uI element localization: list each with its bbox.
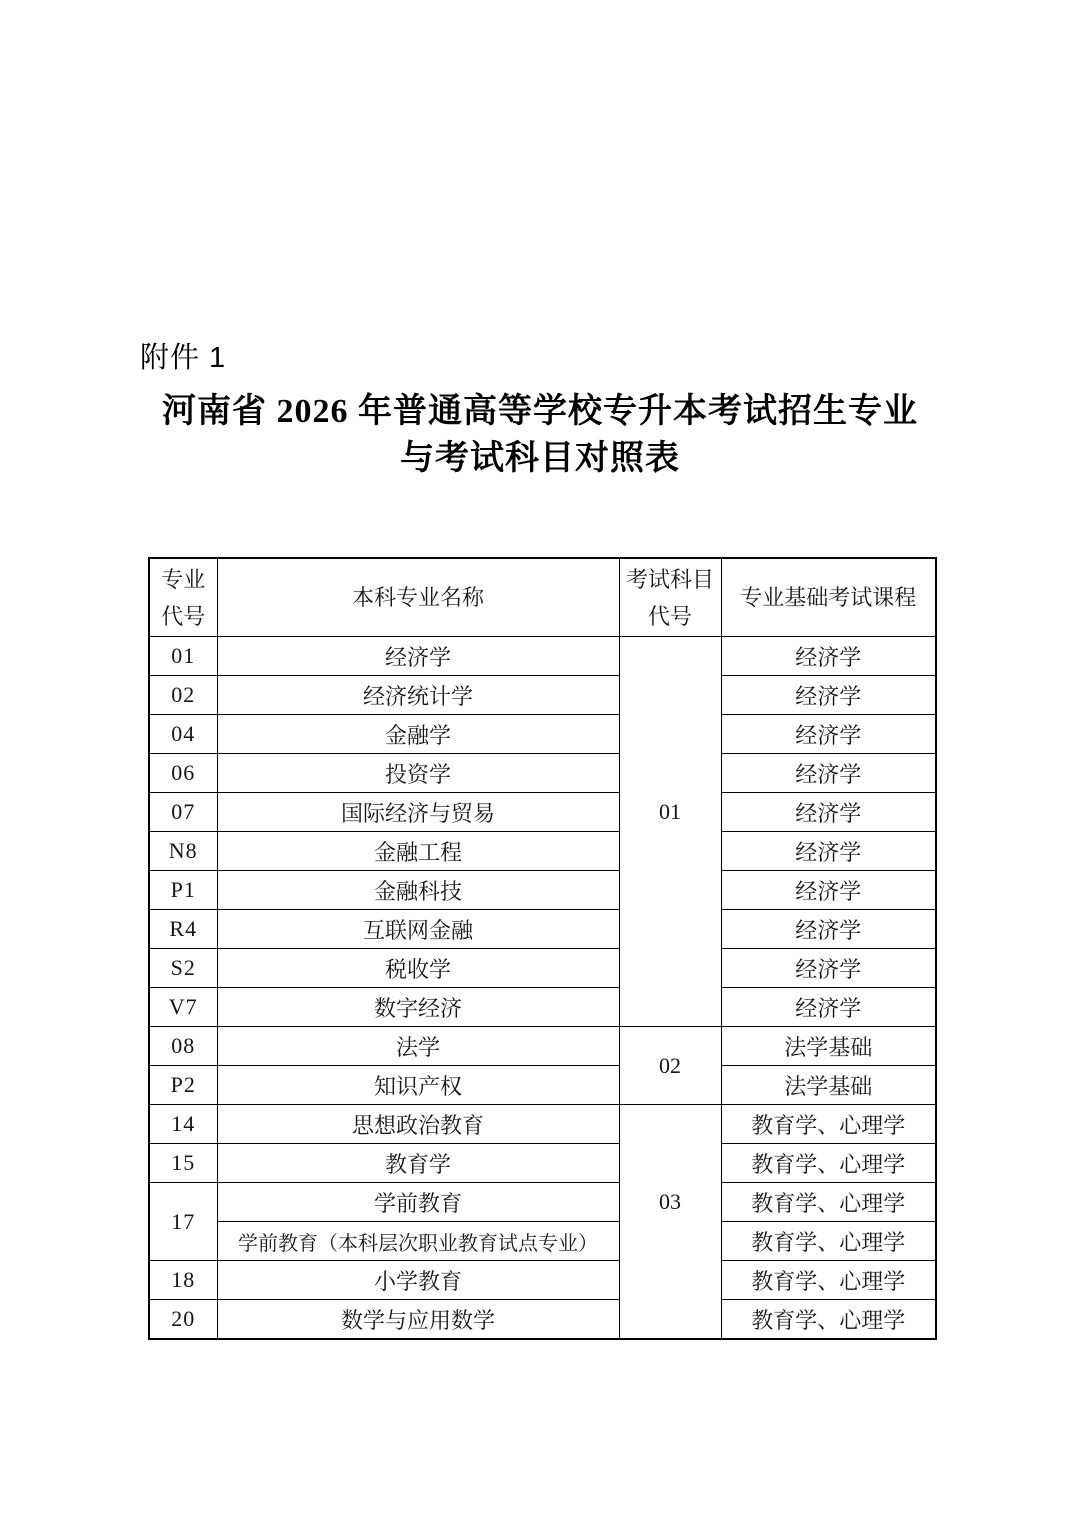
exam-subject-code-cell: 02: [619, 1027, 721, 1105]
major-code-cell: 15: [149, 1144, 217, 1183]
major-name-cell: 知识产权: [217, 1066, 619, 1105]
major-name-cell: 学前教育: [217, 1183, 619, 1222]
major-name-cell: 互联网金融: [217, 910, 619, 949]
major-name-cell: 金融科技: [217, 871, 619, 910]
major-name-cell: 思想政治教育: [217, 1105, 619, 1144]
basic-exam-course-cell: 教育学、心理学: [721, 1261, 936, 1300]
table-row: [149, 949, 936, 988]
document-title-line-1: 河南省 2026 年普通高等学校专升本考试招生专业: [162, 393, 918, 430]
major-code-cell: P2: [149, 1066, 217, 1105]
basic-exam-course-cell: 经济学: [721, 715, 936, 754]
major-name-cell: 经济统计学: [217, 676, 619, 715]
table-row: [149, 910, 936, 949]
exam-subject-code-cell: 01: [619, 637, 721, 1027]
majors-exam-subjects-table: [148, 557, 937, 1340]
basic-exam-course-cell: 经济学: [721, 910, 936, 949]
major-code-cell: 17: [149, 1183, 217, 1261]
major-name-cell: 数字经济: [217, 988, 619, 1027]
major-name-cell: 金融学: [217, 715, 619, 754]
table-row: [149, 1027, 936, 1066]
basic-exam-course-cell: 经济学: [721, 754, 936, 793]
major-name-cell: 金融工程: [217, 832, 619, 871]
major-name-cell: 国际经济与贸易: [217, 793, 619, 832]
document-title-line-2: 与考试科目对照表: [400, 440, 680, 477]
header-major-code-line-2: 代号: [161, 603, 206, 629]
major-code-cell: P1: [149, 871, 217, 910]
major-code-cell: 07: [149, 793, 217, 832]
table-row: [149, 715, 936, 754]
table-row: [149, 1300, 936, 1340]
document-title: [0, 388, 1080, 482]
header-exam-code: [619, 558, 721, 637]
table-row: [149, 832, 936, 871]
major-code-cell: 04: [149, 715, 217, 754]
table-header-row: [149, 558, 936, 637]
basic-exam-course-cell: 教育学、心理学: [721, 1105, 936, 1144]
exam-subject-code-cell: 03: [619, 1105, 721, 1340]
major-code-cell: 06: [149, 754, 217, 793]
basic-exam-course-cell: 经济学: [721, 949, 936, 988]
major-code-cell: S2: [149, 949, 217, 988]
major-name-cell: 投资学: [217, 754, 619, 793]
basic-exam-course-cell: 经济学: [721, 637, 936, 676]
header-course: 专业基础考试课程: [721, 558, 936, 637]
major-name-cell: 数学与应用数学: [217, 1300, 619, 1340]
table-row: [149, 754, 936, 793]
basic-exam-course-cell: 法学基础: [721, 1066, 936, 1105]
major-name-cell: 税收学: [217, 949, 619, 988]
header-exam-code-line-2: 代号: [647, 603, 692, 629]
table-row: [149, 1222, 936, 1261]
major-code-cell: V7: [149, 988, 217, 1027]
major-name-cell: 法学: [217, 1027, 619, 1066]
basic-exam-course-cell: 经济学: [721, 676, 936, 715]
table-row: [149, 871, 936, 910]
major-code-cell: 01: [149, 637, 217, 676]
table-row: [149, 1261, 936, 1300]
major-code-cell: 14: [149, 1105, 217, 1144]
major-name-cell: 教育学: [217, 1144, 619, 1183]
table-row: [149, 1066, 936, 1105]
basic-exam-course-cell: 经济学: [721, 793, 936, 832]
basic-exam-course-cell: 经济学: [721, 988, 936, 1027]
table-row: [149, 1183, 936, 1222]
major-code-cell: R4: [149, 910, 217, 949]
table-row: [149, 637, 936, 676]
table-row: [149, 1105, 936, 1144]
basic-exam-course-cell: 教育学、心理学: [721, 1144, 936, 1183]
header-major-name: 本科专业名称: [217, 558, 619, 637]
major-code-cell: 20: [149, 1300, 217, 1340]
table-row: [149, 988, 936, 1027]
basic-exam-course-cell: 法学基础: [721, 1027, 936, 1066]
table-row: [149, 793, 936, 832]
major-name-cell: 经济学: [217, 637, 619, 676]
basic-exam-course-cell: 教育学、心理学: [721, 1222, 936, 1261]
header-exam-code-line-1: 考试科目: [625, 566, 714, 592]
basic-exam-course-cell: 经济学: [721, 832, 936, 871]
header-major-code: [149, 558, 217, 637]
header-major-code-line-1: 专业: [161, 566, 206, 592]
basic-exam-course-cell: 经济学: [721, 871, 936, 910]
major-code-cell: 08: [149, 1027, 217, 1066]
major-code-cell: N8: [149, 832, 217, 871]
table-row: [149, 676, 936, 715]
major-name-cell: 小学教育: [217, 1261, 619, 1300]
major-name-cell: 学前教育（本科层次职业教育试点专业）: [217, 1222, 619, 1261]
attachment-label: 附件 1: [140, 342, 227, 374]
major-code-cell: 02: [149, 676, 217, 715]
basic-exam-course-cell: 教育学、心理学: [721, 1300, 936, 1340]
major-code-cell: 18: [149, 1261, 217, 1300]
basic-exam-course-cell: 教育学、心理学: [721, 1183, 936, 1222]
table-row: [149, 1144, 936, 1183]
